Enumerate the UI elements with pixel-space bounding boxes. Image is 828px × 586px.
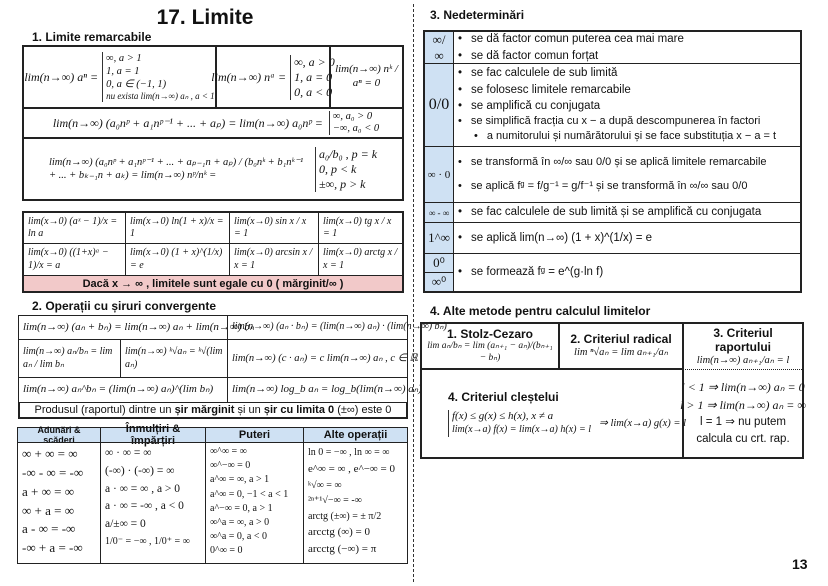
- product-rule: [227, 315, 447, 340]
- method-item: • se dă factor comun forțat: [458, 48, 796, 64]
- formula: lim(n→∞) (c · aₙ) = c lim(n→∞) aₙ , c ∈ ℝ: [232, 352, 418, 364]
- formula-lhs: lim(n→∞) (a₀nᵖ + a₁nᵖ⁻¹ + ... + aₚ₋₁n + aₚ) / (b₀nᵏ + b₁nᵏ⁻¹ + ... + bₖ₋₁n + aₖ) = lim(n→∞) nᵖ/nᵏ =: [48, 156, 304, 181]
- formula-lhs: lim(n→∞) (a₀nᵖ + a₁nᵖ⁻¹ + ... + aₚ) = lim(n→∞) a₀nᵖ =: [52, 115, 323, 130]
- section-4-heading: 4. Alte metode pentru calculul limitelor: [430, 304, 651, 318]
- formula: lim(n→∞) nᵏ / aⁿ = 0: [335, 63, 398, 89]
- condition: f(x) ≤ g(x) ≤ h(x), x ≠ a: [452, 410, 554, 423]
- rule: e^∞ = ∞ , e^−∞ = 0: [308, 462, 395, 475]
- rule: arctg (±∞) = ± π/2: [308, 510, 382, 522]
- method-item: • se amplifică cu conjugata: [458, 98, 796, 114]
- case: l = 1 ⇒ nu putem: [699, 415, 787, 428]
- form-zero-pow-zero: 0⁰: [423, 253, 454, 273]
- method-title: 1. Stolz-Cezaro: [446, 327, 533, 342]
- method-item: • se aplică fᵍ = f/g⁻¹ = g/f⁻¹ și se transformă în ∞/∞ sau 0/0: [458, 179, 796, 194]
- criteriul-clestelui: [420, 368, 687, 459]
- header-multiplication: Înmulțiri & împărțiri: [100, 427, 206, 443]
- rule: ∞ + a = ∞: [22, 502, 74, 518]
- indeterminate-row: [453, 146, 802, 203]
- header-other: Alte operații: [303, 427, 408, 443]
- method-title: 3. Criteriul raportului: [713, 325, 773, 354]
- indeterminate-row: [453, 63, 802, 147]
- header-addition: Adunări & scăderi: [17, 427, 101, 443]
- rule: ∞^a = ∞, a > 0: [210, 516, 270, 528]
- rule: ᵏ√∞ = ∞: [308, 479, 342, 491]
- rational-limit: [22, 137, 404, 201]
- power-rule: [18, 377, 228, 403]
- case: 0, a ∈ (−1, 1): [106, 78, 167, 90]
- case: 1, a = 0: [294, 69, 333, 84]
- quotient-rule: [18, 339, 121, 378]
- rule: ∞ + ∞ = ∞: [22, 446, 78, 461]
- rule: ∞ · ∞ = ∞: [105, 447, 152, 459]
- rule: ∞^a = 0, a < 0: [210, 531, 267, 543]
- case: nu exista lim(n→∞) aₙ , a < 1: [106, 91, 215, 102]
- method-item: • se dă factor comun puterea cea mai mare: [458, 31, 796, 47]
- method-item: • se fac calculele de sub limită: [458, 65, 796, 81]
- rule: arcctg (∞) = 0: [308, 526, 370, 539]
- infinity-note: Dacă x → ∞ , limitele sunt egale cu 0 ( mărginit/∞ ): [22, 275, 404, 293]
- rule: ∞^−∞ = 0: [210, 460, 251, 472]
- form-one-pow-inf: 1^∞: [423, 222, 454, 254]
- method-item: • se folosesc limitele remarcabile: [458, 82, 796, 98]
- special-limit: [22, 211, 126, 244]
- sum-rule: [18, 315, 255, 340]
- rule: a^−∞ = 0, a > 1: [210, 502, 273, 514]
- special-limit: [125, 243, 230, 276]
- special-limit: [229, 211, 319, 244]
- case: ∞, a > 0: [294, 54, 335, 69]
- method-item: • se formează fᵍ = e^(g·ln f): [458, 264, 796, 280]
- rule: a - ∞ = -∞: [22, 521, 76, 537]
- rule: -∞ + a = -∞: [22, 540, 83, 556]
- form-inf-times-zero: ∞ · 0: [423, 146, 454, 203]
- log-rule: [227, 377, 422, 403]
- case: ±∞, p > k: [318, 176, 366, 191]
- rule: a/±∞ = 0: [105, 518, 146, 531]
- rule: 1/0⁻ = −∞ , 1/0⁺ = ∞: [105, 536, 190, 548]
- formula: lim(x→0) tg x / x = 1: [323, 215, 392, 239]
- method-item: • se fac calculele de sub limită și se amplifică cu conjugata: [458, 204, 796, 220]
- condition: lim(x→a) f(x) = lim(x→a) h(x) = l: [452, 424, 592, 436]
- indeterminate-row: [453, 30, 802, 64]
- rule: a^∞ = ∞, a > 1: [210, 474, 270, 486]
- special-limit: [22, 243, 126, 276]
- polynomial-limit: [22, 107, 404, 139]
- formula: lim ⁿ√aₙ = lim aₙ₊₁/aₙ: [574, 347, 668, 359]
- rule: 0^∞ = 0: [210, 545, 243, 557]
- limit-n-pow-a: [211, 45, 335, 109]
- rule: ²ⁿ⁺¹√−∞ = -∞: [308, 495, 362, 507]
- case: l < 1 ⇒ lim(n→∞) aₙ = 0: [681, 379, 805, 394]
- case: 1, a = 1: [106, 65, 140, 77]
- limit-a-pow-n: [22, 45, 217, 109]
- indeterminate-row: [453, 202, 802, 223]
- special-limit: [125, 211, 230, 244]
- formula: lim(x→0) arcsin x / x = 1: [234, 247, 313, 271]
- method-title: 4. Criteriul cleștelui: [448, 390, 559, 405]
- page-title: 17. Limite: [156, 6, 254, 29]
- cases: [315, 147, 377, 192]
- formula: lim(x→0) arctg x / x = 1: [323, 247, 398, 271]
- rule: -∞ - ∞ = -∞: [22, 464, 84, 480]
- powers-column: [205, 442, 304, 564]
- form-inf-over-inf: ∞/∞: [423, 30, 454, 64]
- multiplication-column: [100, 442, 206, 564]
- result: ⇒ lim(x→a) g(x) = l: [599, 417, 687, 429]
- conditions: [448, 410, 591, 436]
- note-bold: șir mărginit: [174, 404, 235, 416]
- formula: lim(n→∞) log_b aₙ = log_b(lim(n→∞) aₙ): [232, 383, 422, 396]
- method-continuation: • a numitorului și numărătorului și se face substituția x − a = t: [458, 129, 796, 144]
- note-part: și un: [234, 404, 264, 416]
- rule: a^∞ = 0, −1 < a < 1: [210, 488, 289, 500]
- formula: lim(n→∞) aₙ^bₙ = (lim(n→∞) aₙ)^(lim bₙ): [23, 383, 214, 396]
- criteriul-radical: [558, 322, 684, 370]
- formula-lhs: lim(n→∞) nᵃ =: [211, 69, 287, 84]
- addition-column: [17, 442, 101, 564]
- special-limit: [318, 243, 404, 276]
- case: 0, p < k: [318, 161, 357, 176]
- form-inf-pow-zero: ∞⁰: [423, 272, 454, 293]
- rule: a + ∞ = ∞: [22, 483, 74, 499]
- column-divider: [413, 4, 414, 582]
- case: a₀/b₀ , p = k: [318, 146, 378, 161]
- formula: lim aₙ/bₙ = lim (aₙ₊₁ − aₙ)/(bₙ₊₁ − bₙ): [427, 341, 553, 363]
- root-rule: [120, 339, 228, 378]
- formula: lim(x→0) ln(1 + x)/x = 1: [130, 215, 224, 239]
- stolz-cezaro: [420, 322, 560, 370]
- rule: (-∞) · (-∞) = ∞: [105, 464, 175, 477]
- note-part: (±∞) este 0: [334, 404, 392, 416]
- other-column: [303, 442, 408, 564]
- note-bold: șir cu limita 0: [263, 404, 335, 416]
- limit-nk-over-an: [329, 45, 404, 109]
- note-part: Produsul (raportul) dintre un: [34, 404, 175, 416]
- formula: lim(x→0) (1 + x)^(1/x) = e: [130, 247, 223, 271]
- method-item: • se transformă în ∞/∞ sau 0/0 și se aplică limitele remarcabile: [458, 155, 796, 170]
- case: ∞, a₀ > 0: [332, 111, 373, 123]
- formula: lim(n→∞) ᵏ√aₙ = ᵏ√(lim aₙ): [125, 346, 223, 370]
- case: −∞, a₀ < 0: [332, 123, 380, 134]
- formula: lim(n→∞) aₙ/bₙ = lim aₙ / lim bₙ: [23, 346, 113, 370]
- bounded-sequence-note: [18, 402, 408, 419]
- indeterminate-row: [453, 222, 802, 254]
- section-1-heading: 1. Limite remarcabile: [32, 30, 152, 44]
- section-2-heading: 2. Operații cu șiruri convergente: [32, 299, 217, 313]
- formula: lim(x→0) sin x / x = 1: [234, 215, 307, 239]
- special-limit: [318, 211, 404, 244]
- formula: lim(n→∞) (aₙ + bₙ) = lim(n→∞) aₙ + lim(n→∞) bₙ: [23, 320, 255, 333]
- case: l > 1 ⇒ lim(n→∞) aₙ = ∞: [680, 397, 806, 412]
- rule: arcctg (−∞) = π: [308, 543, 377, 556]
- formula: lim(x→0) (aˣ − 1)/x = ln a: [28, 215, 118, 239]
- case: ∞, a > 1: [106, 52, 142, 64]
- method-title: 2. Criteriul radical: [570, 332, 672, 347]
- special-limit: [229, 243, 319, 276]
- raport-cases: [682, 368, 804, 459]
- rule: a · ∞ = -∞ , a < 0: [105, 500, 184, 513]
- rule: a · ∞ = ∞ , a > 0: [105, 482, 181, 495]
- method-item: • se aplică lim(n→∞) (1 + x)^(1/x) = e: [458, 230, 796, 246]
- indeterminate-row: [453, 253, 802, 293]
- rule: ∞^∞ = ∞: [210, 446, 247, 457]
- form-inf-minus-inf: ∞ - ∞: [423, 202, 454, 223]
- page-number: 13: [792, 556, 808, 572]
- constant-rule: [227, 339, 418, 378]
- method-item: • se simplifică fracția cu x − a după descompunerea în factori: [458, 114, 796, 129]
- formula: lim(n→∞) aₙ₊₁/aₙ = l: [696, 354, 790, 366]
- rule: ln 0 = −∞ , ln ∞ = ∞: [308, 447, 390, 458]
- section-3-heading: 3. Nedeterminări: [430, 8, 525, 22]
- note-text: [35, 404, 392, 416]
- header-powers: Puteri: [205, 427, 304, 443]
- formula: lim(n→∞) (aₙ · bₙ) = (lim(n→∞) aₙ) · (lim(n→∞) bₙ): [232, 321, 447, 333]
- formula: lim(x→0) ((1+x)ᵃ − 1)/x = a: [28, 247, 109, 271]
- squeeze-formula: [448, 410, 687, 436]
- case: calcula cu crt. rap.: [696, 433, 790, 446]
- formula-lhs: lim(n→∞) aⁿ =: [24, 69, 99, 84]
- form-zero-over-zero: 0/0: [423, 63, 454, 147]
- criteriul-raportului: [682, 322, 804, 370]
- case: 0, a < 0: [294, 84, 333, 99]
- cases: [329, 111, 379, 134]
- cases: [102, 52, 215, 103]
